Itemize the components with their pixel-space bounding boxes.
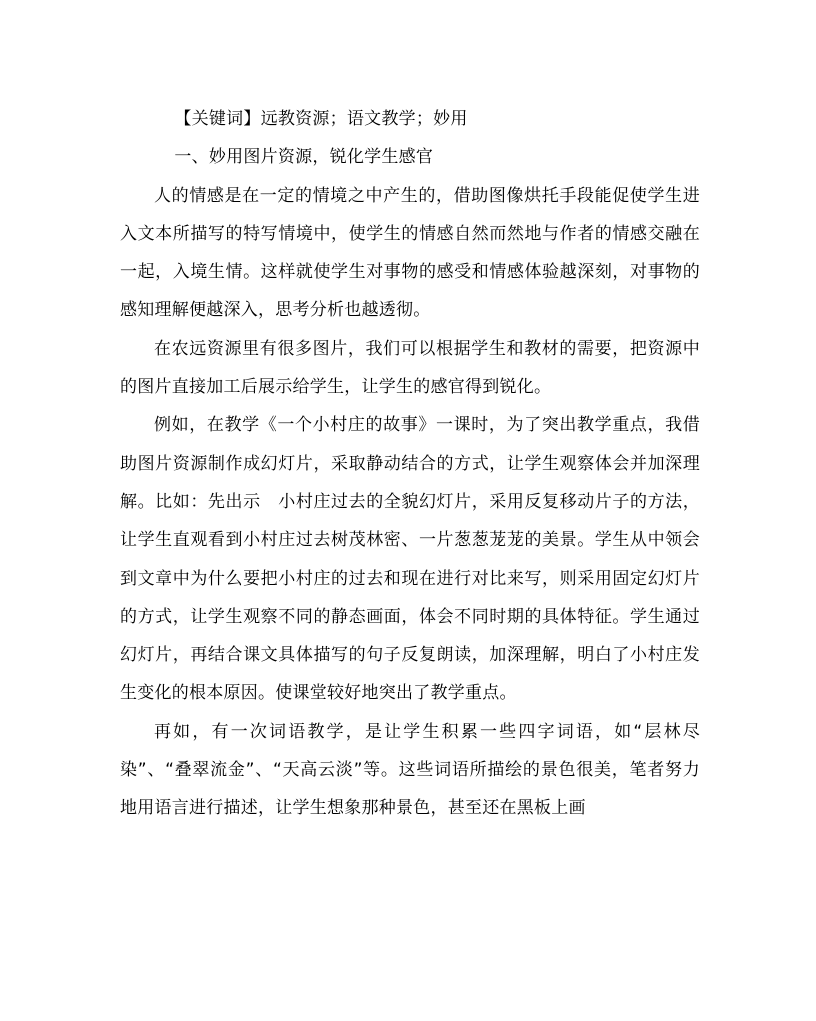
body-paragraph: 再如，有一次词语教学，是让学生积累一些四字词语，如“层林尽染”、“叠翠流金”、“天高云淡”等。这些词语所描绘的景色很美，笔者努力地用语言进行描述，让学生想象那种景色，甚至还在黑板上画 <box>120 721 700 819</box>
body-paragraph: 例如，在教学《一个小村庄的故事》一课时，为了突出教学重点，我借助图片资源制作成幻灯片，采取静动结合的方式，让学生观察体会并加深理解。比如：先出示 小村庄过去的全貌幻灯片，采用反复移动片子的方法，让学生直观看到小村庄过去树茂林密、一片葱葱茏茏的美景。学生从中领会到文章中为什么要把小村庄的过去和现在进行对比来写，则采用固定幻灯片的方式，让学生观察不同的静态画面，体会不同时期的具体特征。学生通过幻灯片，再结合课文具体描写的句子反复朗读，加深理解，明白了小村庄发生变化的根本原因。使课堂较好地突出了教学重点。 <box>120 415 700 704</box>
keywords-line: 【关键词】远教资源；语文教学；妙用 <box>174 109 468 129</box>
body-paragraph: 人的情感是在一定的情境之中产生的，借助图像烘托手段能促使学生进入文本所描写的特写情境中，使学生的情感自然而然地与作者的情感交融在一起，入境生情。这样就使学生对事物的感受和情感体验越深刻，对事物的感知理解便越深入，思考分析也越透彻。 <box>120 185 700 321</box>
section-heading: 一、妙用图片资源，锐化学生感官 <box>174 147 434 168</box>
document-body <box>120 100 700 828</box>
body-paragraph: 在农远资源里有很多图片，我们可以根据学生和教材的需要，把资源中的图片直接加工后展示给学生，让学生的感官得到锐化。 <box>120 338 700 398</box>
